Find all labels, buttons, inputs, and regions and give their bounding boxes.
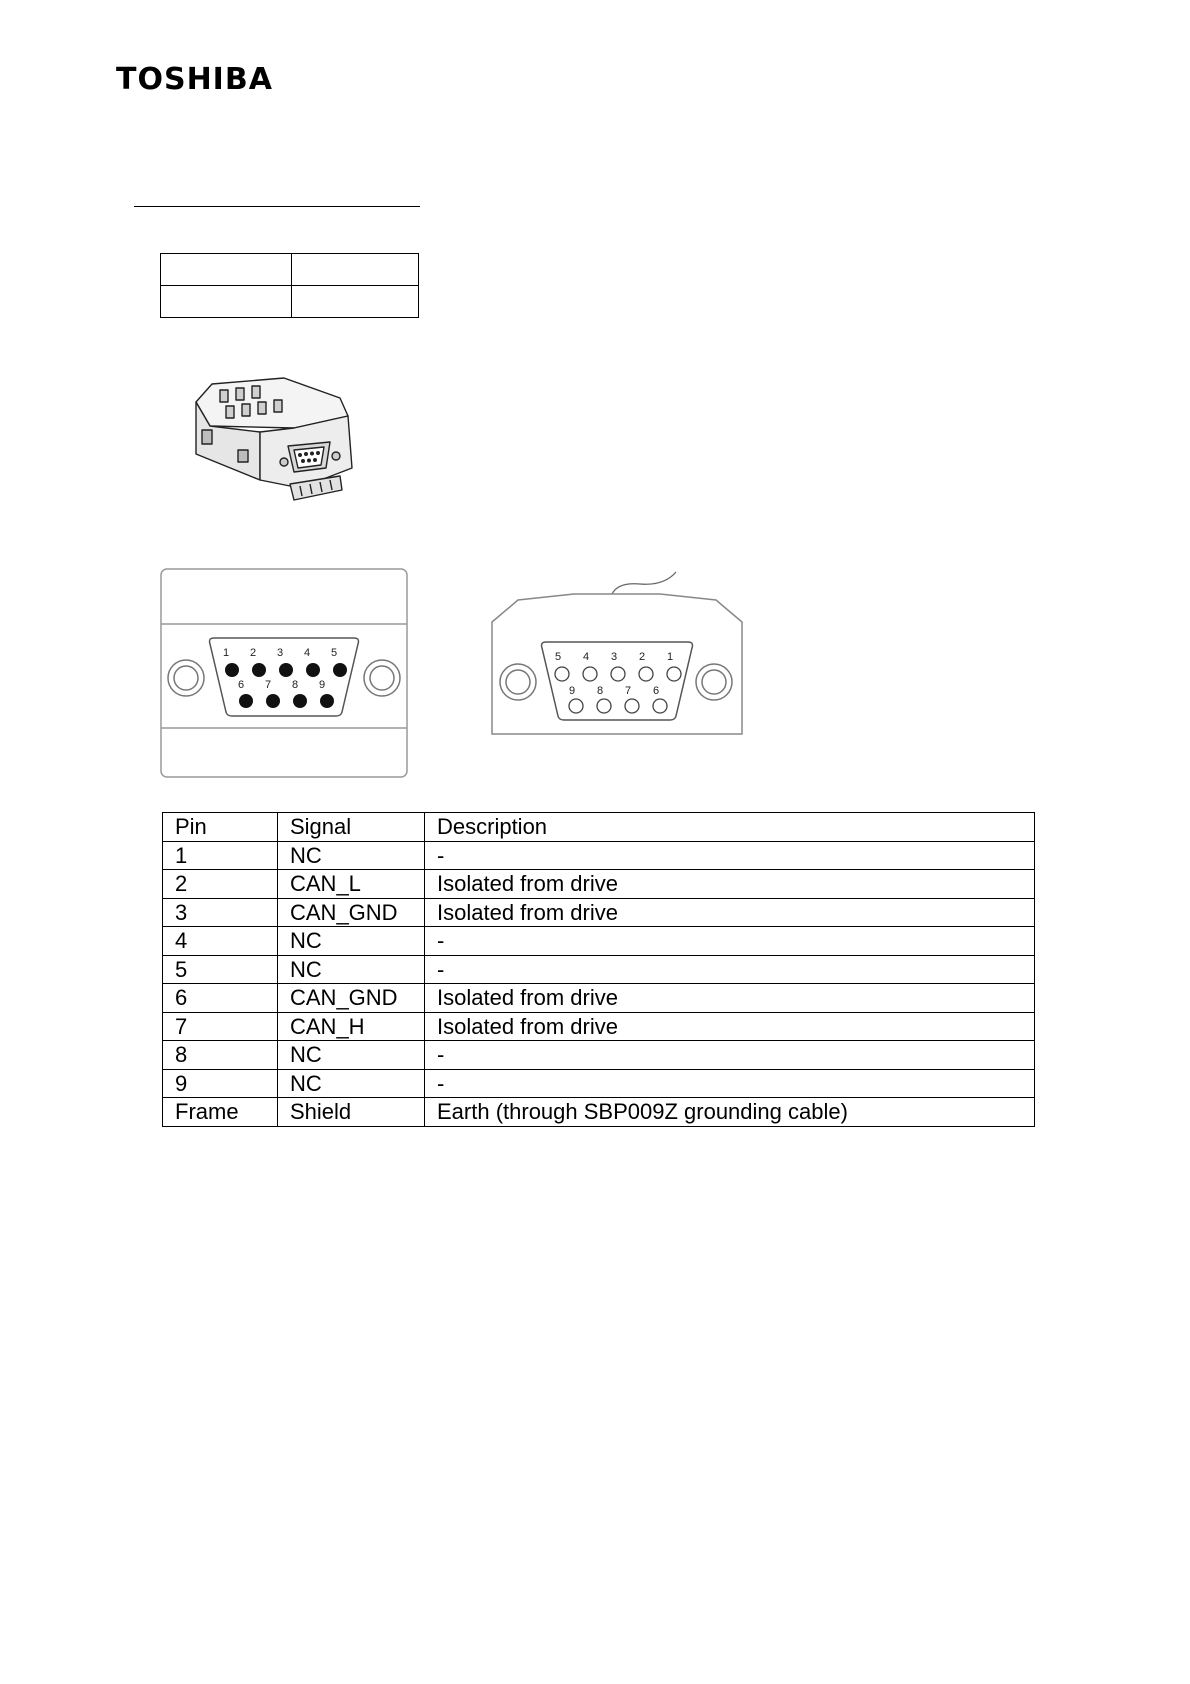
pin-label: 1 — [222, 647, 230, 659]
pin-socket — [597, 699, 611, 713]
pin-solid — [320, 694, 334, 708]
pin-cell: 6 — [163, 984, 278, 1013]
pin-solid — [225, 663, 239, 677]
description-cell: - — [425, 841, 1035, 870]
table-row — [163, 955, 1035, 984]
description-cell: Isolated from drive — [425, 984, 1035, 1013]
pin-socket — [611, 667, 625, 681]
signal-cell: CAN_H — [278, 1012, 425, 1041]
pin-label: 9 — [568, 685, 576, 697]
table-row — [161, 286, 419, 318]
pin-label: 6 — [652, 685, 660, 697]
signal-cell: CAN_L — [278, 870, 425, 899]
pin-solid — [306, 663, 320, 677]
description-cell: Isolated from drive — [425, 1012, 1035, 1041]
pin-label: 7 — [264, 679, 272, 691]
pin-cell: 9 — [163, 1069, 278, 1098]
pin-label: 2 — [249, 647, 257, 659]
cable-wire — [612, 572, 676, 594]
signal-cell: NC — [278, 1069, 425, 1098]
table-row — [163, 870, 1035, 899]
description-cell: - — [425, 955, 1035, 984]
pin-label: 4 — [582, 651, 590, 663]
table-row — [163, 898, 1035, 927]
pin-label: 2 — [638, 651, 646, 663]
table-cell — [292, 286, 419, 318]
table-row — [163, 1069, 1035, 1098]
pin-socket — [653, 699, 667, 713]
table-row — [161, 254, 419, 286]
pin-cell: Frame — [163, 1098, 278, 1127]
heading-underline — [134, 206, 420, 207]
table-row — [163, 1098, 1035, 1127]
pin-socket — [583, 667, 597, 681]
signal-cell: NC — [278, 841, 425, 870]
column-header-signal: Signal — [278, 813, 425, 842]
table-header-row — [163, 813, 1035, 842]
pin-cell: 8 — [163, 1041, 278, 1070]
description-cell: Isolated from drive — [425, 898, 1035, 927]
pin-solid — [333, 663, 347, 677]
blank-info-table — [160, 253, 419, 318]
pin-cell: 4 — [163, 927, 278, 956]
pin-label: 5 — [330, 647, 338, 659]
pin-solid — [279, 663, 293, 677]
male-db9-connector-diagram — [160, 568, 410, 780]
pin-assignment-table — [162, 812, 1035, 1127]
description-cell: - — [425, 1069, 1035, 1098]
pin-label: 6 — [237, 679, 245, 691]
pin-socket — [667, 667, 681, 681]
pin-solid — [252, 663, 266, 677]
column-header-pin: Pin — [163, 813, 278, 842]
pin-cell: 2 — [163, 870, 278, 899]
pin-socket — [625, 699, 639, 713]
signal-cell: NC — [278, 927, 425, 956]
pin-label: 7 — [624, 685, 632, 697]
table-row — [163, 984, 1035, 1013]
pin-socket — [555, 667, 569, 681]
option-module-illustration — [190, 372, 370, 516]
female-db9-connector-diagram — [490, 570, 744, 736]
pin-label: 4 — [303, 647, 311, 659]
column-header-description: Description — [425, 813, 1035, 842]
description-cell: - — [425, 927, 1035, 956]
table-cell — [161, 286, 292, 318]
description-cell: Earth (through SBP009Z grounding cable) — [425, 1098, 1035, 1127]
table-row — [163, 927, 1035, 956]
pin-cell: 5 — [163, 955, 278, 984]
signal-cell: CAN_GND — [278, 898, 425, 927]
pin-label: 3 — [610, 651, 618, 663]
pin-cell: 3 — [163, 898, 278, 927]
pin-label: 8 — [291, 679, 299, 691]
pin-label: 1 — [666, 651, 674, 663]
signal-cell: NC — [278, 1041, 425, 1070]
pin-solid — [293, 694, 307, 708]
pin-solid — [266, 694, 280, 708]
table-row — [163, 1041, 1035, 1070]
pin-socket — [639, 667, 653, 681]
pin-label: 3 — [276, 647, 284, 659]
table-cell — [292, 254, 419, 286]
table-cell — [161, 254, 292, 286]
pin-socket — [569, 699, 583, 713]
table-row — [163, 841, 1035, 870]
pin-solid — [239, 694, 253, 708]
pin-label: 5 — [554, 651, 562, 663]
toshiba-logo: TOSHIBA — [116, 62, 273, 97]
table-row — [163, 1012, 1035, 1041]
description-cell: - — [425, 1041, 1035, 1070]
signal-cell: Shield — [278, 1098, 425, 1127]
description-cell: Isolated from drive — [425, 870, 1035, 899]
signal-cell: NC — [278, 955, 425, 984]
pin-cell: 7 — [163, 1012, 278, 1041]
signal-cell: CAN_GND — [278, 984, 425, 1013]
pin-label: 8 — [596, 685, 604, 697]
pin-cell: 1 — [163, 841, 278, 870]
pin-label: 9 — [318, 679, 326, 691]
